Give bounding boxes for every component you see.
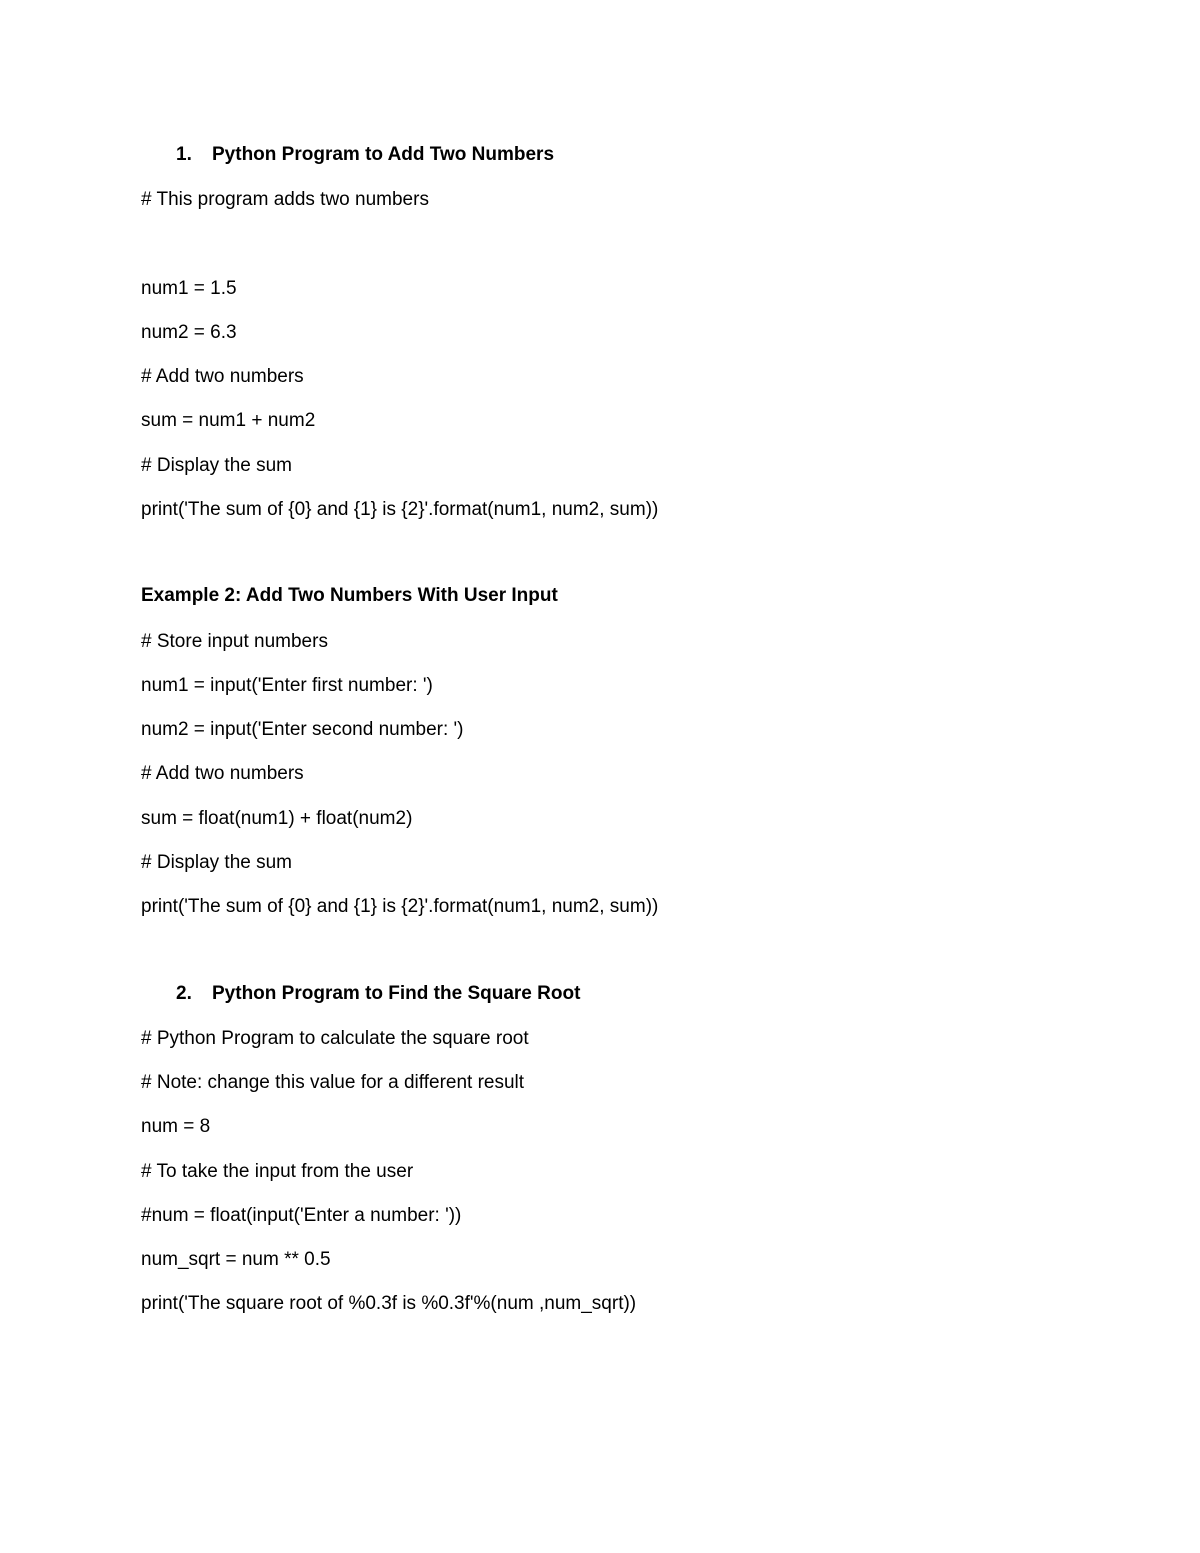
code-line: print('The sum of {0} and {1} is {2}'.format(num1, num2, sum)) (141, 896, 659, 917)
code-line: # Store input numbers (141, 631, 328, 652)
code-line: num1 = input('Enter first number: ') (141, 675, 433, 696)
code-line: print('The sum of {0} and {1} is {2}'.format(num1, num2, sum)) (141, 499, 659, 520)
example-2-title: Example 2: Add Two Numbers With User Input (141, 585, 558, 606)
code-line: # Display the sum (141, 455, 293, 476)
code-line: # Display the sum (141, 852, 293, 873)
section-1-title: Python Program to Add Two Numbers (212, 144, 555, 165)
section-2-number: 2. (176, 983, 192, 1004)
code-line: # Add two numbers (141, 366, 304, 387)
code-line: num2 = input('Enter second number: ') (141, 719, 464, 740)
code-line: num2 = 6.3 (141, 322, 237, 343)
code-line: #num = float(input('Enter a number: ')) (141, 1205, 462, 1226)
section-2-title: Python Program to Find the Square Root (212, 983, 581, 1004)
code-line: print('The square root of %0.3f is %0.3f'%(num ,num_sqrt)) (141, 1293, 637, 1314)
code-line: # To take the input from the user (141, 1161, 414, 1182)
code-line: sum = num1 + num2 (141, 410, 316, 431)
section-1-number: 1. (176, 144, 192, 165)
code-line: # Note: change this value for a different result (141, 1072, 525, 1093)
code-line: num = 8 (141, 1116, 211, 1137)
code-line: # Python Program to calculate the square root (141, 1028, 529, 1049)
code-line: num_sqrt = num ** 0.5 (141, 1249, 331, 1270)
code-line: # This program adds two numbers (141, 189, 429, 210)
code-line: num1 = 1.5 (141, 278, 237, 299)
code-line: sum = float(num1) + float(num2) (141, 808, 413, 829)
code-line: # Add two numbers (141, 763, 304, 784)
